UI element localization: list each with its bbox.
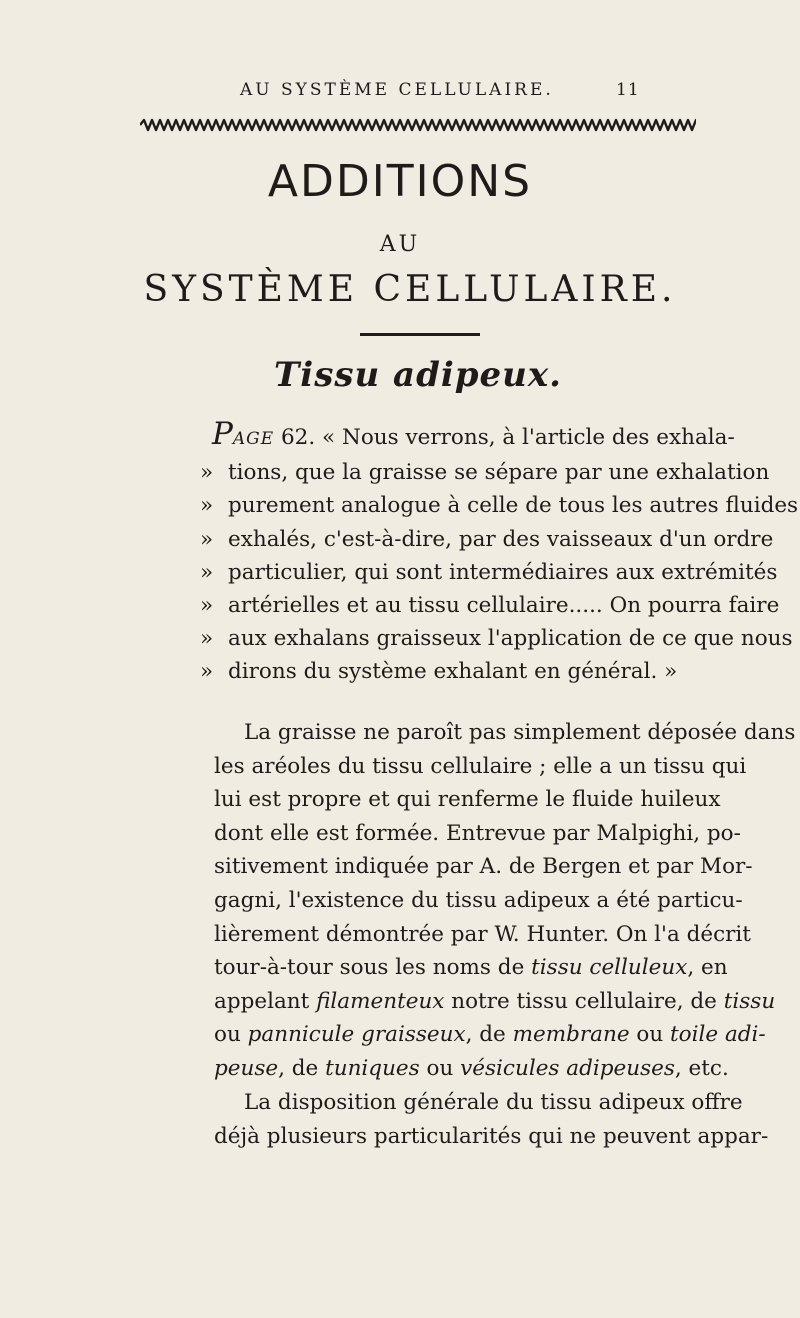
line-text: , en xyxy=(687,955,728,981)
paragraph-line: déjà plusieurs particularités qui ne peuvent appar- xyxy=(214,1123,769,1149)
paragraph-line xyxy=(214,985,776,1019)
quote-line xyxy=(200,456,770,489)
paragraph-line xyxy=(214,1018,766,1052)
quote-line-text: dirons du système exhalant en général. » xyxy=(228,659,678,685)
italic-term: peuse xyxy=(214,1055,279,1081)
italic-term: tuniques xyxy=(325,1055,420,1081)
paragraph-line: dont elle est formée. Entrevue par Malpighi, po- xyxy=(214,820,741,846)
paragraph-graisse xyxy=(214,716,796,1086)
quote-line xyxy=(200,556,778,589)
quote-line xyxy=(200,589,780,622)
paragraph-line: gagni, l'existence du tissu adipeux a été particu- xyxy=(214,887,743,913)
italic-term: membrane xyxy=(512,1022,630,1048)
page-ref-word: AGE xyxy=(232,429,275,449)
continuation-mark: » xyxy=(200,460,214,486)
heading-systeme-cellulaire: SYSTÈME CELLULAIRE. xyxy=(143,269,677,310)
section-title: Tissu adipeux. xyxy=(273,355,562,395)
continuation-mark: » xyxy=(200,659,214,685)
heading-au: AU xyxy=(379,232,421,257)
quote-line xyxy=(200,622,793,655)
line-text: tour-à-tour sous les noms de xyxy=(214,955,525,981)
quote-line-1: « Nous verrons, à l'article des exhala- xyxy=(322,425,735,450)
page-ref-number: 62. xyxy=(280,425,316,450)
italic-term: vésicules adipeuses xyxy=(460,1055,675,1081)
line-text: notre tissu cellulaire, de xyxy=(451,988,717,1014)
page-ref-initial: P xyxy=(212,416,233,452)
italic-term: toile adi- xyxy=(670,1022,766,1048)
quote-first-line xyxy=(212,416,735,456)
paragraph-line: La graisse ne paroît pas simplement déposée dans xyxy=(244,720,796,745)
italic-term: tissu xyxy=(723,988,776,1014)
italic-term: filamenteux xyxy=(316,988,445,1014)
continuation-mark: » xyxy=(200,526,214,552)
quote-line-text: purement analogue à celle de tous les autres fluides xyxy=(228,493,799,519)
quote-line xyxy=(200,489,799,522)
quote-line xyxy=(200,655,728,688)
heading-rule xyxy=(360,333,480,336)
paragraph-line: lui est propre et qui renferme le fluide huileux xyxy=(214,787,721,813)
line-text: appelant xyxy=(214,988,310,1014)
quote-line xyxy=(200,523,774,556)
paragraph-line xyxy=(214,951,734,985)
italic-term: tissu celluleux xyxy=(531,955,688,981)
quote-line-text: artérielles et au tissu cellulaire..... On pourra faire xyxy=(228,593,780,619)
running-head-title: AU SYSTÈME CELLULAIRE. xyxy=(240,80,554,100)
ornament-rule xyxy=(140,118,696,132)
continuation-mark: » xyxy=(200,626,214,652)
continuation-mark: » xyxy=(200,493,214,519)
quote-line-text: particulier, qui sont intermédiaires aux extrémités xyxy=(228,559,778,585)
paragraph-line: La disposition générale du tissu adipeux offre xyxy=(244,1090,743,1115)
continuation-mark: » xyxy=(200,559,214,585)
quote-line-text: aux exhalans graisseux l'application de ce que nous xyxy=(228,626,793,652)
line-text: ou xyxy=(426,1055,454,1081)
page-number: 11 xyxy=(616,80,640,100)
line-text: , etc. xyxy=(674,1055,729,1081)
paragraph-disposition xyxy=(214,1086,769,1153)
continuation-mark: » xyxy=(200,593,214,619)
italic-term: pannicule graisseux xyxy=(247,1022,466,1048)
line-text: , de xyxy=(278,1055,319,1081)
paragraph-line xyxy=(214,1052,734,1086)
line-text: ou xyxy=(636,1022,664,1048)
line-text: ou xyxy=(214,1022,241,1048)
ornament-rule-graphic xyxy=(140,118,696,132)
paragraph-line: lièrement démontrée par W. Hunter. On l'a décrit xyxy=(214,921,751,947)
quote-line-text: exhalés, c'est-à-dire, par des vaisseaux d'un ordre xyxy=(228,526,774,552)
paragraph-line: sitivement indiquée par A. de Bergen et par Mor- xyxy=(214,854,753,880)
line-text: , de xyxy=(465,1022,506,1048)
quote-block xyxy=(200,416,799,689)
heading-additions: ADDITIONS xyxy=(267,156,533,207)
quote-line-text: tions, que la graisse se sépare par une exhalation xyxy=(228,460,770,486)
paragraph-line: les aréoles du tissu cellulaire ; elle a un tissu qui xyxy=(214,753,747,779)
